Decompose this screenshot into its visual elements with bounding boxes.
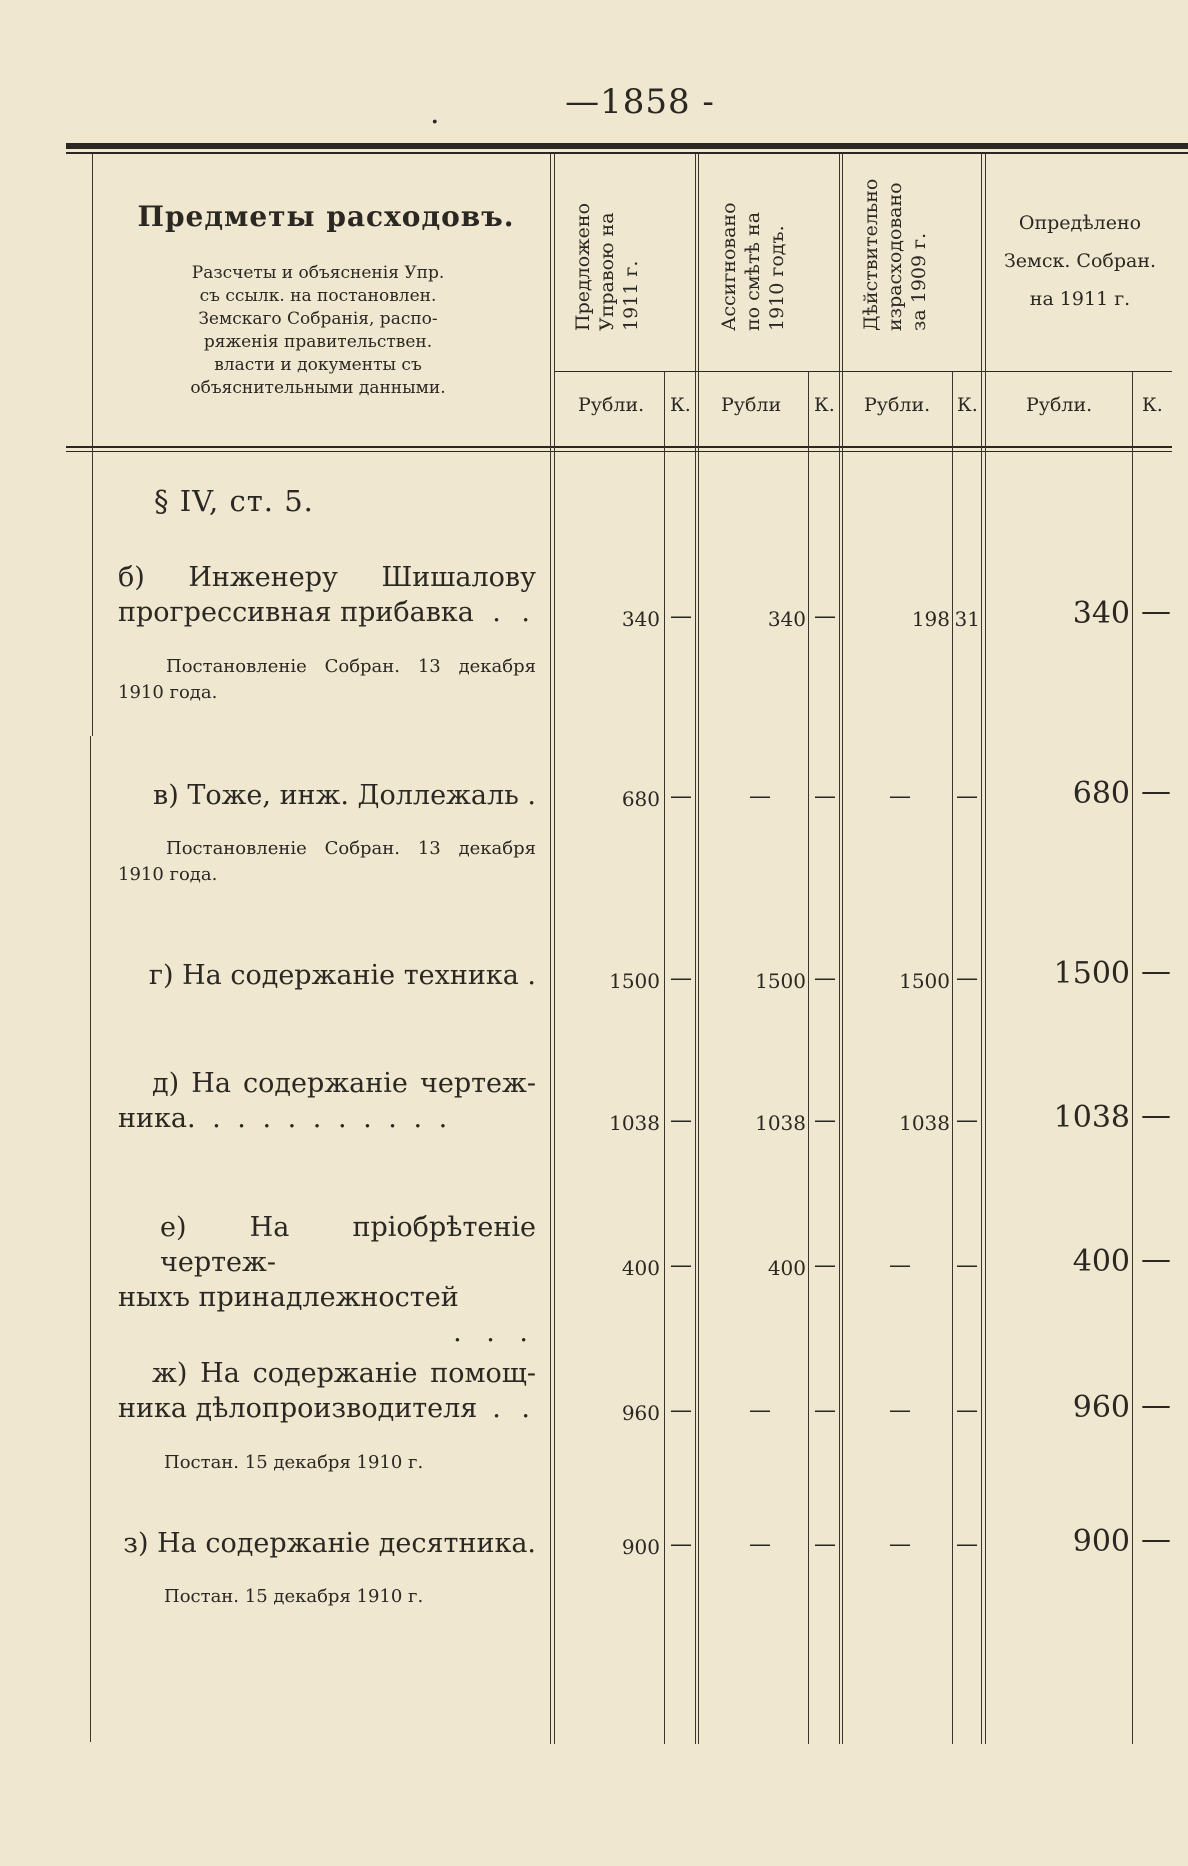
row-label — [118, 1526, 536, 1561]
row-label-line1: з) На содержаніе десятника. — [123, 1528, 536, 1559]
cell-assigned-k: — — [814, 1532, 836, 1557]
cell-assigned-k: — — [814, 966, 836, 991]
row-label-text: ника дѣлопроизводителя — [118, 1393, 478, 1424]
cell-proposed-k: — — [670, 1108, 692, 1133]
row-label-text: ныхъ принадлежностей — [118, 1282, 459, 1313]
rule-left-lower — [90, 736, 91, 1742]
cell-determined-k: — — [1141, 774, 1171, 809]
row-label-leader: . . — [492, 597, 536, 628]
cell-determined: 900 — [1072, 1524, 1130, 1559]
cell-determined: 340 — [1072, 596, 1130, 631]
cell-assigned-k: — — [814, 1253, 836, 1278]
page-number: —1858 - — [565, 82, 715, 122]
cell-proposed-k: — — [670, 1532, 692, 1557]
cell-assigned: — — [749, 784, 771, 809]
rule-desc-2 — [554, 154, 555, 1744]
row-note-line2: 1910 года. — [118, 682, 218, 703]
cell-proposed: 960 — [621, 1401, 660, 1425]
description-line: Разсчеты и объясненія Упр. — [191, 263, 445, 283]
cell-spent: — — [889, 1398, 911, 1423]
row-label — [118, 778, 536, 813]
cell-assigned: 400 — [767, 1256, 806, 1280]
subheader-rubles: Рубли. — [578, 394, 645, 416]
rule-assigned-k — [808, 372, 809, 1744]
row-label-line2 — [118, 1391, 536, 1426]
cell-assigned-k: — — [814, 1398, 836, 1423]
row-label-text: прогрессивная прибавка — [118, 597, 474, 628]
row-label-line1: в) Тоже, инж. Доллежаль . — [153, 780, 536, 811]
cell-assigned-k: — — [814, 784, 836, 809]
row-label-line1: ж) На содержаніе помощ- — [152, 1358, 536, 1389]
cell-assigned-k: — — [814, 604, 836, 629]
cell-spent-k: 31 — [954, 607, 980, 631]
cell-spent: 198 — [911, 607, 950, 631]
page-dot: . — [430, 96, 440, 131]
cell-determined: 400 — [1072, 1244, 1130, 1279]
header-rule — [66, 446, 1172, 448]
row-label — [118, 560, 536, 630]
cell-proposed-k: — — [670, 1253, 692, 1278]
cell-assigned: — — [749, 1532, 771, 1557]
subheader-rubles: Рубли. — [864, 394, 931, 416]
subheader-rubles: Рубли. — [1026, 394, 1093, 416]
column-header-spent: Дѣйствительно израсходовано за 1909 г. — [860, 178, 930, 331]
description-line: Земскаго Собранія, распо- — [198, 309, 438, 329]
column-header-proposed: Предложено Управою на 1911 г. — [572, 202, 642, 331]
cell-determined: 1500 — [1053, 956, 1130, 991]
column-header-assigned: Ассигновано по смѣтѣ на 1910 годъ. — [718, 202, 788, 331]
cell-spent: 1500 — [899, 969, 950, 993]
row-note-line1: Постановленіе Собран. 13 декабря — [166, 838, 536, 859]
row-label — [118, 1066, 536, 1136]
row-label-leader: . . . — [453, 1317, 536, 1348]
cell-proposed: 340 — [621, 607, 660, 631]
rule-spent-2 — [842, 154, 843, 1744]
row-note-line1: Постан. 15 декабря 1910 г. — [164, 1586, 424, 1607]
rule-desc-1 — [550, 154, 551, 1744]
cell-determined-k: — — [1141, 954, 1171, 989]
cell-proposed-k: — — [670, 604, 692, 629]
subheader-kopecks: К. — [814, 394, 835, 416]
row-note — [118, 836, 536, 888]
subheader-kopecks: К. — [1142, 394, 1163, 416]
description-line: съ ссылк. на постановлен. — [199, 286, 437, 306]
cell-determined: 1038 — [1053, 1100, 1130, 1135]
rule-determined-k — [1132, 372, 1133, 1744]
cell-spent: — — [889, 1532, 911, 1557]
row-label-text: ника — [118, 1103, 187, 1134]
row-label — [118, 1356, 536, 1426]
column-header-determined: Опредѣлено Земск. Собран. на 1911 г. — [1003, 212, 1157, 310]
subheader-rubles: Рубли — [721, 394, 782, 416]
row-label-line1: д) На содержаніе чертеж- — [152, 1068, 536, 1099]
rule-assigned-2 — [698, 154, 699, 1744]
header-rule-2 — [66, 451, 1172, 452]
row-label-line1: б) Инженеру Шишалову — [118, 562, 536, 593]
rule-determined-2 — [985, 154, 986, 1744]
cell-spent-k: — — [956, 1532, 978, 1557]
cell-determined-k: — — [1141, 1098, 1171, 1133]
top-rule-thin — [66, 152, 1188, 154]
rule-assigned-1 — [695, 154, 696, 1744]
row-label-line2 — [118, 1101, 536, 1136]
cell-proposed-k: — — [670, 966, 692, 991]
cell-spent: — — [889, 784, 911, 809]
row-note-line1: Постановленіе Собран. 13 декабря — [166, 656, 536, 677]
row-label-line1: г) На содержаніе техника . — [148, 960, 536, 991]
cell-assigned-k: — — [814, 1108, 836, 1133]
row-note-line2: 1910 года. — [118, 864, 218, 885]
row-label-leader: . . . . . . . . . . . — [186, 1103, 452, 1134]
row-note-line1: Постан. 15 декабря 1910 г. — [164, 1452, 424, 1473]
section-heading: § IV, ст. 5. — [154, 484, 314, 518]
cell-proposed: 1500 — [609, 969, 660, 993]
cell-spent-k: — — [956, 784, 978, 809]
cell-assigned: 1038 — [755, 1111, 806, 1135]
subheader-rule — [554, 371, 1172, 372]
description-line: объяснительными данными. — [190, 378, 446, 398]
top-rule — [66, 143, 1188, 149]
cell-spent-k: — — [956, 966, 978, 991]
row-label — [118, 958, 536, 993]
cell-proposed: 900 — [621, 1535, 660, 1559]
cell-assigned: 340 — [767, 607, 806, 631]
row-note — [118, 1584, 536, 1610]
row-label — [118, 1210, 536, 1350]
cell-determined-k: — — [1141, 1522, 1171, 1557]
cell-determined-k: — — [1141, 594, 1171, 629]
cell-spent-k: — — [956, 1253, 978, 1278]
subheader-kopecks: К. — [957, 394, 978, 416]
row-label-line1: е) На пріобрѣтеніе чертеж- — [160, 1212, 536, 1278]
row-label-line2 — [118, 595, 536, 630]
row-label-line2 — [118, 1280, 536, 1348]
row-note — [118, 654, 536, 706]
rule-proposed-k — [664, 372, 665, 1744]
cell-proposed-k: — — [670, 784, 692, 809]
rule-spent-1 — [839, 154, 840, 1744]
column-title-items: Предметы расходовъ. — [137, 200, 515, 233]
subheader-kopecks: К. — [670, 394, 691, 416]
row-label-leader: . . — [492, 1393, 536, 1424]
cell-spent-k: — — [956, 1398, 978, 1423]
cell-determined: 680 — [1072, 776, 1130, 811]
row-note — [118, 1450, 536, 1476]
cell-spent: — — [889, 1253, 911, 1278]
cell-assigned: — — [749, 1398, 771, 1423]
description-line: ряженія правительствен. — [203, 332, 433, 352]
cell-proposed: 400 — [621, 1256, 660, 1280]
cell-proposed: 1038 — [609, 1111, 660, 1135]
rule-left — [92, 154, 93, 736]
cell-determined-k: — — [1141, 1388, 1171, 1423]
cell-proposed-k: — — [670, 1398, 692, 1423]
cell-assigned: 1500 — [755, 969, 806, 993]
cell-spent: 1038 — [899, 1111, 950, 1135]
cell-proposed: 680 — [621, 787, 660, 811]
rule-determined-1 — [981, 154, 982, 1744]
cell-spent-k: — — [956, 1108, 978, 1133]
cell-determined-k: — — [1141, 1242, 1171, 1277]
column-description — [150, 262, 486, 400]
description-line: власти и документы съ — [214, 355, 422, 375]
cell-determined: 960 — [1072, 1390, 1130, 1425]
